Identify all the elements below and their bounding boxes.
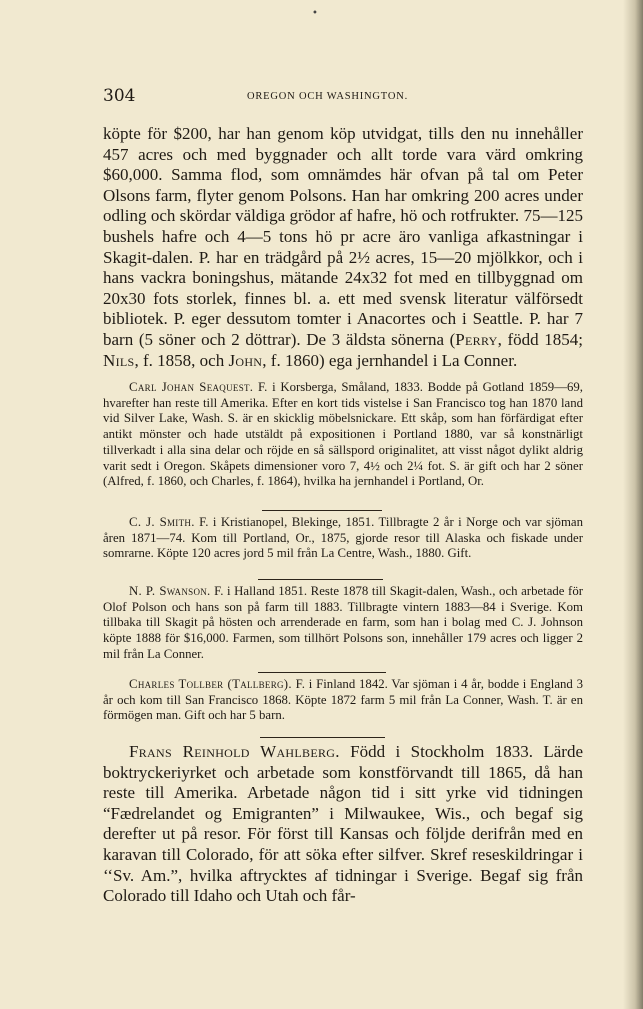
entry-swanson xyxy=(103,584,583,663)
entry-wahlberg xyxy=(103,742,583,907)
entry-name: Charles Tollber (Tallberg). xyxy=(129,677,292,691)
separator-rule xyxy=(260,737,385,738)
entry-smith xyxy=(103,515,583,562)
entry-name: C. J. Smith. xyxy=(129,515,195,529)
entry-seaquest xyxy=(103,380,583,490)
name-perry: Perry xyxy=(455,329,498,349)
top-mark: • xyxy=(312,8,318,19)
name-nils: Nils xyxy=(103,350,135,370)
intro-text-4: , f. 1860) ega jernhandel i La Conner. xyxy=(262,350,518,370)
entry-name: Carl Johan Seaquest. xyxy=(129,380,254,394)
separator-rule xyxy=(262,510,382,511)
page-edge-shadow xyxy=(623,0,643,1009)
intro-paragraph xyxy=(103,124,583,371)
running-title: OREGON OCH WASHINGTON. xyxy=(247,91,409,102)
entry-text: Född i Stockholm 1833. Lärde boktryckeriyrket och arbetade som konstförvandt till 1865, då han reste till Amerika. Arbetade någon tid i sitt yrke vid tidningen “Fædrelandet og Emigranten” i Milwaukee, Wis., och begaf sig derefter ut på resor. För först till Kansas och följde derifrån med en karavan till Colorado, för att söka efter silfver. Skref reseskildringar i ‘‘Sv. Am.”, hvilka aftrycktes af tidningar i Sverige. Begaf sig från Colorado till Idaho och Utah och får- xyxy=(103,742,584,906)
separator-rule xyxy=(258,672,386,673)
entry-name: N. P. Swanson. xyxy=(129,584,211,598)
intro-text: köpte för $200, har han genom köp utvidgat, tills den nu innehåller 457 acres och med byggnader och allt torde vara värd omkring $60,000. Samma flod, som omnämdes här ofvan på tal om Peter Olsons farm, flyter genom Polsons. Han har omkring 200 acres under odling och skördar väldiga grödor af hafre, hö och rotfrukter. 75—125 bushels hafre och 4—5 tons hö pr acre äro vanliga afkastningar i Skagit-dalen. P. har en trädgård på 2½ acres, 15—20 mjölkkor, och i hans vackra boningshus, mätande 24x32 fot med en tillbyggnad om 20x30 fots storlek, finnes bl. a. ett med svensk literatur välförsedt bibliotek. P. eger dessutom tomter i Anacortes och i Seattle. P. har 7 barn (5 söner och 2 döttrar). De 3 äldsta sönerna ( xyxy=(103,124,583,349)
separator-rule xyxy=(258,579,383,580)
name-john: John xyxy=(228,350,263,370)
page-number: 304 xyxy=(103,86,136,106)
entry-text: F. i Halland 1851. Reste 1878 till Skagit-dalen, Wash., och arbetade för Olof Polson och hans son på farm till 1883. Tillbragte vintern 1883—84 i Sverige. Kom tillbaka till Skagit på hösten och arrenderade en farm, som han i bolag med C. J. Johnson köpte 1888 för $16,000. Farmen, som tillhört Polsons son, innehåller 179 acres och ligger 2 mil från La Conner. xyxy=(103,584,583,661)
intro-text-2: , född 1854; xyxy=(497,329,583,349)
entry-text: F. i Finland 1842. Var sjöman i 4 år, bodde i England 3 år och kom till San Francisco 1868. Köpte 1872 farm 5 mil från La Conner, Wash. T. är en förmögen man. Gift och har 5 barn. xyxy=(103,677,584,723)
entry-text: F. i Kristianopel, Blekinge, 1851. Tillbragte 2 år i Norge och var sjöman åren 1871—74. Kom till Portland, Or., 1875, gjorde resor till Alaska och fiskade under somrarne. Köpte 120 acres jord 5 mil från La Centre, Wash., 1880. Gift. xyxy=(103,515,583,561)
entry-text: F. i Korsberga, Småland, 1833. Bodde på Gotland 1859—69, hvarefter han reste till Amerika. Efter en kort tids vistelse i San Francisco tog han 1870 land vid Silver Lake, Wash. S. är en skicklig möbelsnickare. Ett skåp, som han förfärdigat efter antikt mönster och hade utstäldt på expositionen i Portland 1880, var så konstnärligt tillverkadt i alla sina delar och röjde en så sällspord originalitet, att visst något dylikt aldrig varit sedt i Oregon. Skåpets dimensioner voro 7, 4½ och 2¼ fot. S. är gift och har 2 söner (Alfred, f. 1860, och Charles, f. 1864), hvilka ha jernhandel i Portland, Or. xyxy=(103,380,583,489)
entry-tollber xyxy=(103,677,583,724)
entry-name: Frans Reinhold Wahlberg. xyxy=(129,742,340,761)
page-header xyxy=(103,86,583,110)
intro-text-3: , f. 1858, och xyxy=(134,350,229,370)
